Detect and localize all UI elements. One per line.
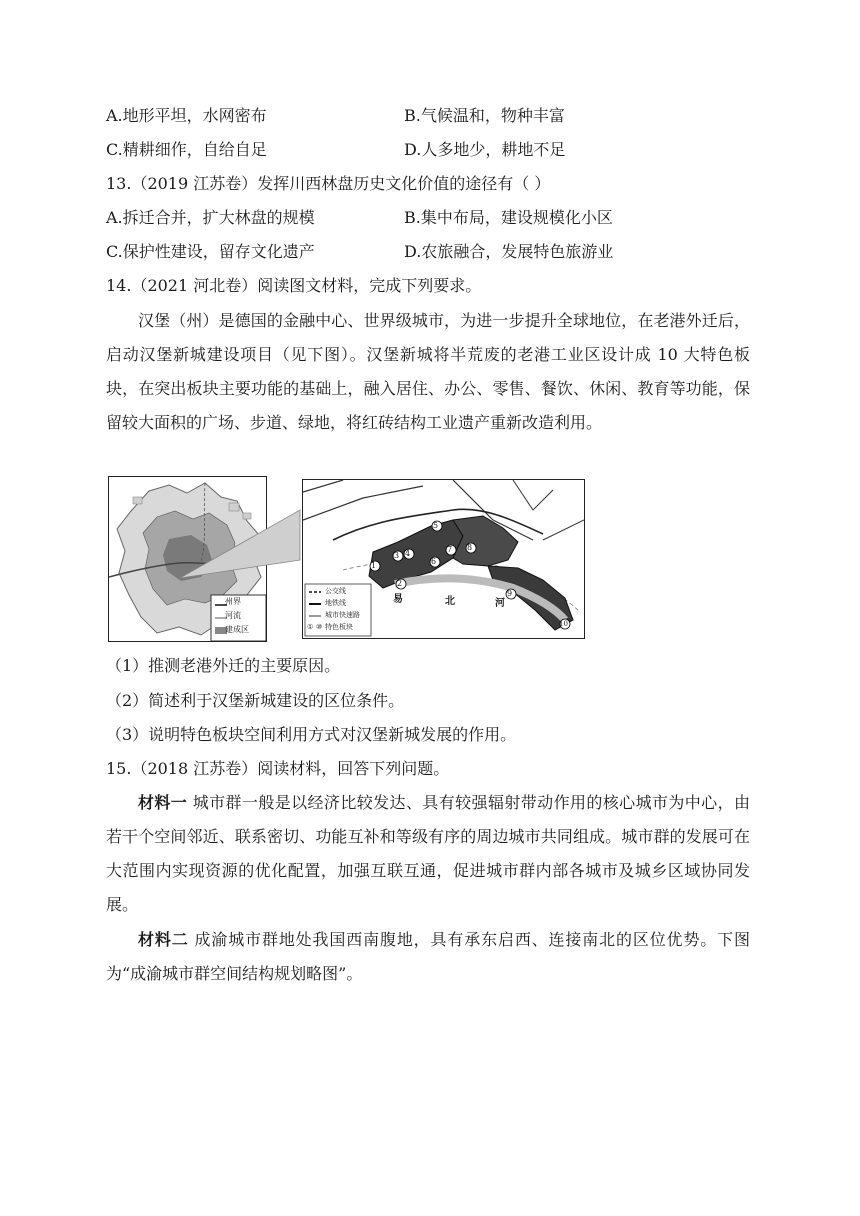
option-12-b: B.气候温和，物种丰富 — [404, 106, 565, 125]
legend-feature-block: 特色板块 — [325, 623, 353, 631]
block-number-6: 6 — [431, 557, 437, 566]
legend-bus-line: 公交线 — [325, 587, 346, 595]
block-number-8: 8 — [467, 543, 473, 552]
hafencity-detail-map — [302, 479, 585, 639]
material-1-title: 材料一 — [138, 793, 188, 812]
material-2 — [106, 923, 750, 991]
block-number-5: 5 — [433, 521, 439, 530]
block-number-4: 4 — [405, 549, 411, 558]
river-label-char-2: 北 — [445, 596, 455, 607]
question-13-stem: 13.（2019 江苏卷）发挥川西林盘历史文化价值的途径有（ ） — [106, 174, 551, 193]
block-number-1: 1 — [371, 561, 377, 570]
river-label-char-3: 河 — [495, 598, 505, 609]
block-number-7: 7 — [447, 545, 453, 554]
material-1-text: 城市群一般是以经济比较发达、具有较强辐射带动作用的核心城市为中心，由若干个空间邻近、联系密切、功能互补和等级有序的周边城市共同组成。城市群的发展可在大范围内实现资源的优化配置，加强互联互通，促进城市群内部各城市及城乡区域协同发展。 — [106, 793, 750, 914]
option-12-d: D.人多地少，耕地不足 — [404, 140, 566, 159]
question-14-sub-1: （1）推测老港外迁的主要原因。 — [106, 656, 341, 675]
legend-block-symbol-end: ⑩ — [316, 623, 323, 631]
legend-built-area: 建成区 — [225, 625, 249, 634]
legend-river: 河流 — [225, 611, 241, 620]
question-14-stem: 14.（2021 河北卷）阅读图文材料，完成下列要求。 — [106, 276, 482, 295]
material-1 — [106, 786, 750, 922]
legend-state-border: 州界 — [225, 597, 241, 606]
river-label-char-1: 易 — [393, 594, 403, 605]
zoom-connector — [175, 490, 305, 590]
option-12-a: A.地形平坦，水网密布 — [106, 106, 267, 125]
material-2-text: 成渝城市群地处我国西南腹地，具有承东启西、连接南北的区位优势。下图为“成渝城市群空间结构规划略图”。 — [106, 930, 750, 983]
question-14-sub-2: （2）简述利于汉堡新城建设的区位条件。 — [106, 691, 405, 710]
block-number-2: 2 — [397, 579, 403, 588]
option-13-d: D.农旅融合，发展特色旅游业 — [404, 242, 614, 261]
question-14-sub-3: （3）说明特色板块空间利用方式对汉堡新城发展的作用。 — [106, 725, 517, 744]
option-13-c: C.保护性建设，留存文化遗产 — [106, 242, 315, 261]
question-15-stem: 15.（2018 江苏卷）阅读材料，回答下列问题。 — [106, 759, 450, 778]
option-12-c: C.精耕细作，自给自足 — [106, 140, 267, 159]
block-number-9: 9 — [507, 589, 513, 598]
option-13-b: B.集中布局，建设规模化小区 — [404, 208, 613, 227]
legend-metro-line: 地铁线 — [325, 599, 346, 607]
material-2-title: 材料二 — [138, 930, 189, 949]
block-number-3: 3 — [394, 551, 400, 560]
question-14-passage: 汉堡（州）是德国的金融中心、世界级城市，为进一步提升全球地位，在老港外迁后，启动汉堡新城建设项目（见下图）。汉堡新城将半荒废的老港工业区设计成 10 大特色板块，在突出板块主要功能的基础上，融入居住、办公、零售、餐饮、休闲、教育等功能，保留较大面积的广场、步道、绿地，将红砖结构工业遗产重新改造利用。 — [106, 311, 750, 432]
block-number-10: 10 — [559, 620, 568, 628]
legend-expressway: 城市快速路 — [325, 611, 360, 619]
option-13-a: A.拆迁合并，扩大林盘的规模 — [106, 208, 315, 227]
legend-block-symbol-start: ① — [307, 623, 314, 631]
